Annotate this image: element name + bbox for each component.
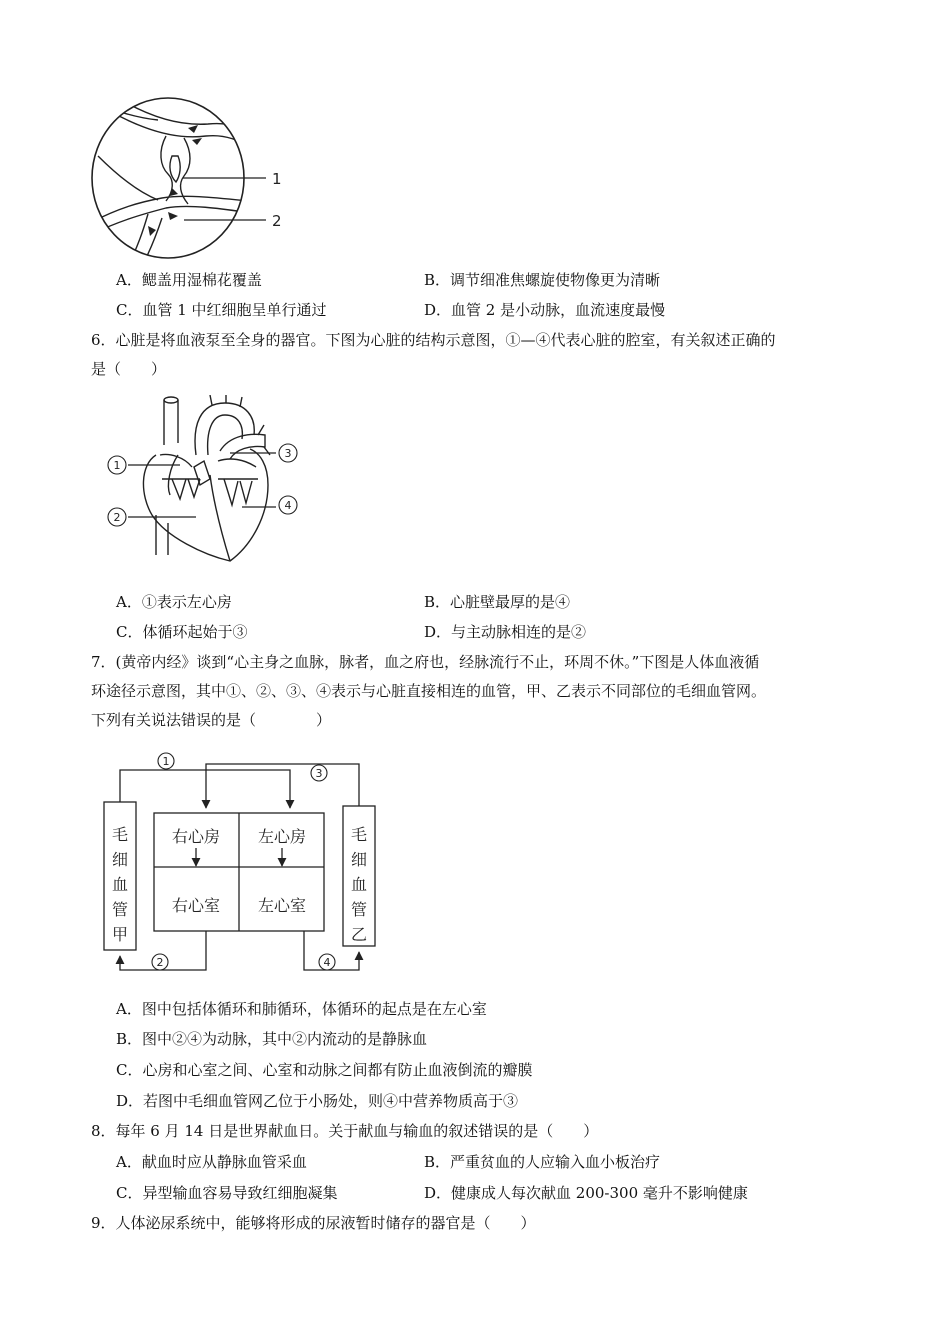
q7-stem-line1: 7．(黄帝内经》谈到“心主身之血脉，脉者，血之府也，经脉流行不止，环周不休。”下图是人体血液循 xyxy=(91,653,760,671)
svg-text:3: 3 xyxy=(284,447,292,460)
blood-circulation-diagram xyxy=(98,748,388,978)
q6-option-b: B．心脏壁最厚的是④ xyxy=(424,593,571,611)
q8-option-a: A．献血时应从静脉血管采血 xyxy=(116,1153,307,1171)
capillary-a-char: 甲 xyxy=(111,925,129,944)
capillary-b-char: 管 xyxy=(350,900,368,919)
q5-option-c: C．血管 1 中红细胞呈单行通过 xyxy=(116,301,327,319)
q8-option-d: D．健康成人每次献血 200-300 毫升不影响健康 xyxy=(424,1184,748,1202)
q7-option-d: D．若图中毛细血管网乙位于小肠处，则④中营养物质高于③ xyxy=(116,1092,519,1110)
figure-label-2: 2 xyxy=(272,212,282,230)
q6-stem xyxy=(91,326,861,384)
vessel-2-label: 2 xyxy=(156,956,164,969)
vessel-3-text xyxy=(319,772,320,774)
q7-option-c: C．心房和心室之间、心室和动脉之间都有防止血液倒流的瓣膜 xyxy=(116,1061,533,1079)
vessel-1-text xyxy=(166,760,167,762)
q7-stem-line3: 下列有关说法错误的是（ ） xyxy=(91,711,332,729)
svg-text:2: 2 xyxy=(113,511,121,524)
q7-option-b: B．图中②④为动脉，其中②内流动的是静脉血 xyxy=(116,1030,428,1048)
q6-option-a: A．①表示左心房 xyxy=(116,593,232,611)
svg-text:4: 4 xyxy=(284,499,292,512)
capillary-b-char: 血 xyxy=(350,875,368,894)
q7-stem-line2: 环途径示意图，其中①、②、③、④表示与心脏直接相连的血管，甲、乙表示不同部位的毛细血管网。 xyxy=(91,682,767,700)
capillary-a-char: 血 xyxy=(111,875,129,894)
capillary-microscope-figure xyxy=(88,96,288,266)
q5-option-d: D．血管 2 是小动脉，血流速度最慢 xyxy=(424,301,666,319)
vessel-4-label: 4 xyxy=(323,956,331,969)
left-ventricle-label: 左心室 xyxy=(257,896,307,915)
vessel-1-label: 1 xyxy=(162,755,170,768)
q6-option-d: D．与主动脉相连的是② xyxy=(424,623,587,641)
svg-text:1: 1 xyxy=(113,459,121,472)
q7-stem xyxy=(91,648,861,735)
q5-option-a: A．鳃盖用湿棉花覆盖 xyxy=(116,271,262,289)
left-atrium-label: 左心房 xyxy=(257,827,307,846)
q8-option-b: B．严重贫血的人应输入血小板治疗 xyxy=(424,1153,661,1171)
q8-stem: 8．每年 6 月 14 日是世界献血日。关于献血与输血的叙述错误的是（ ） xyxy=(91,1122,599,1140)
figure-label-1: 1 xyxy=(272,170,282,188)
q8-option-c: C．异型输血容易导致红细胞凝集 xyxy=(116,1184,338,1202)
vessel-2-text xyxy=(160,961,161,963)
capillary-a-char: 管 xyxy=(111,900,129,919)
q7-option-a: A．图中包括体循环和肺循环，体循环的起点是在左心室 xyxy=(116,1000,487,1018)
capillary-b-char: 细 xyxy=(350,850,368,869)
right-atrium-label: 右心房 xyxy=(171,827,221,846)
capillary-b-char: 毛 xyxy=(350,825,368,844)
vessel-4-text xyxy=(327,961,328,963)
capillary-a-char: 细 xyxy=(111,850,129,869)
q5-option-b: B．调节细准焦螺旋使物像更为清晰 xyxy=(424,271,661,289)
heart-structure-figure xyxy=(100,395,310,565)
q6-stem-line1: 6．心脏是将血液泵至全身的器官。下图为心脏的结构示意图，①—④代表心脏的腔室，有关叙述正确的 xyxy=(91,331,776,349)
q9-stem: 9．人体泌尿系统中，能够将形成的尿液暂时储存的器官是（ ） xyxy=(91,1214,536,1232)
capillary-b-char: 乙 xyxy=(350,925,368,944)
q6-stem-line2: 是（ ） xyxy=(91,360,167,378)
capillary-a-char: 毛 xyxy=(111,825,129,844)
right-ventricle-label: 右心室 xyxy=(171,896,221,915)
vessel-3-label: 3 xyxy=(315,767,323,780)
q6-option-c: C．体循环起始于③ xyxy=(116,623,248,641)
